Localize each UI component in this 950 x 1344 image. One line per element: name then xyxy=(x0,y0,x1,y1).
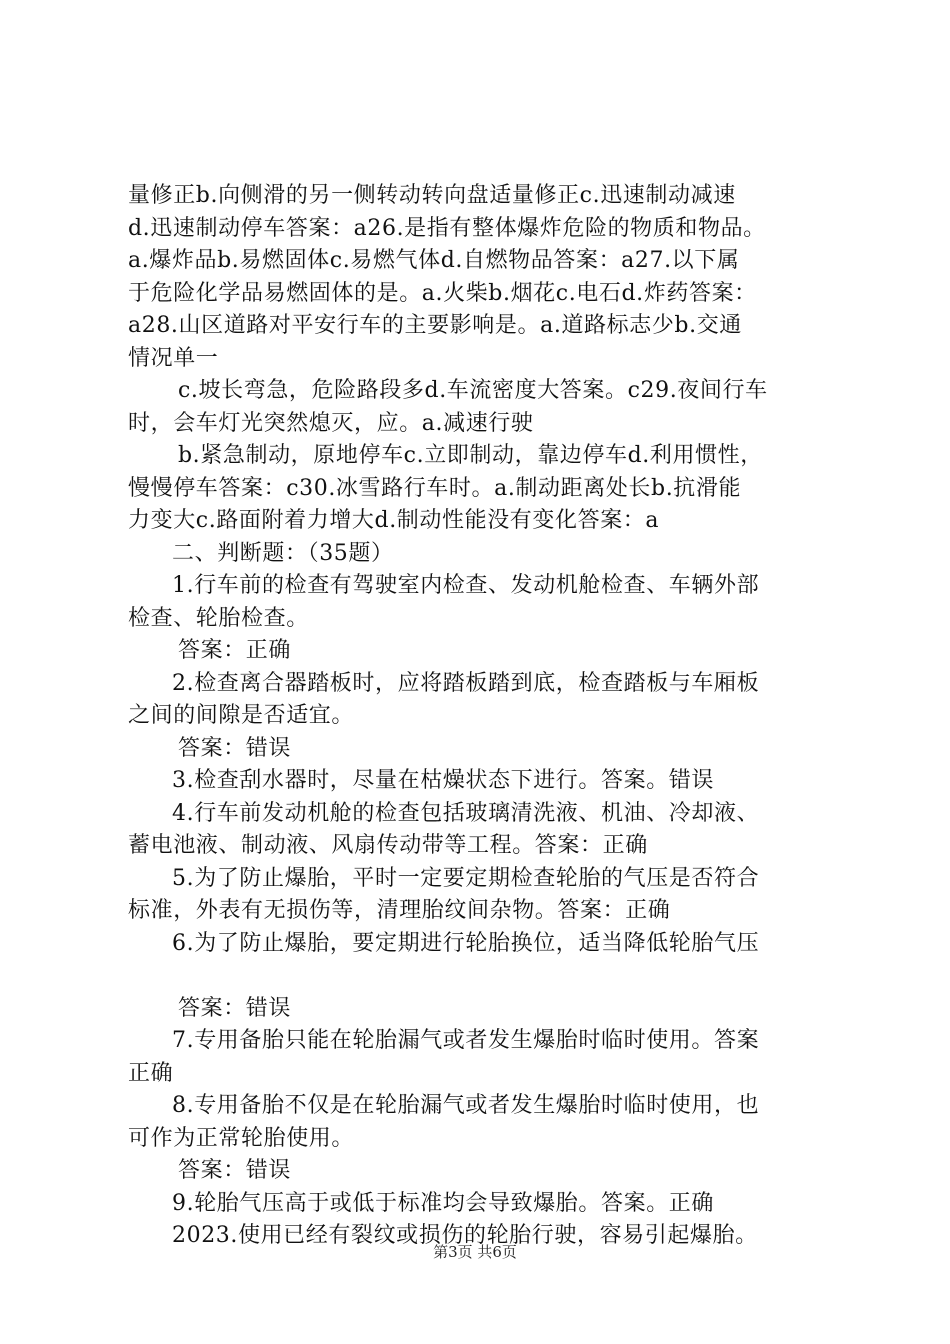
text-line: c.坡长弯急，危险路段多d.车流密度大答案。c29.夜间行车 xyxy=(178,378,768,403)
question-line: 2.检查离合器踏板时，应将踏板踏到底，检查踏板与车厢板 xyxy=(172,670,760,696)
question-line: 7.专用备胎只能在轮胎漏气或者发生爆胎时临时使用。答案 xyxy=(172,1028,760,1053)
text-line: 量修正b.向侧滑的另一侧转动转向盘适量修正c.迅速制动减速 xyxy=(128,183,736,208)
text-line: b.紧急制动，原地停车c.立即制动，靠边停车d.利用惯性， xyxy=(178,443,763,468)
question-line: 标准，外表有无损伤等，清理胎纹间杂物。答案：正确 xyxy=(128,898,671,923)
question-line: 蓄电池液、制动液、风扇传动带等工程。答案：正确 xyxy=(128,833,648,858)
question-line: 8.专用备胎不仅是在轮胎漏气或者发生爆胎时临时使用，也 xyxy=(172,1093,760,1118)
text-line: 情况单一 xyxy=(128,345,219,371)
text-line: 时，会车灯光突然熄灭，应。a.减速行驶 xyxy=(128,410,534,436)
section-heading: 二、判断题：（35题） xyxy=(172,540,394,566)
answer-line: 答案：错误 xyxy=(178,1158,292,1183)
text-line: a.爆炸品b.易燃固体c.易燃气体d.自燃物品答案：a27.以下属 xyxy=(128,248,740,273)
document-body xyxy=(128,180,833,1253)
question-line: 2023.使用已经有裂纹或损伤的轮胎行驶，容易引起爆胎。 xyxy=(172,1223,758,1248)
question-line: 6.为了防止爆胎，要定期进行轮胎换位，适当降低轮胎气压 xyxy=(172,930,760,956)
question-line: 3.检查刮水器时，尽量在枯燥状态下进行。答案。错误 xyxy=(172,768,714,793)
question-line: 4.行车前发动机舱的检查包括玻璃清洗液、机油、冷却液、 xyxy=(172,800,760,826)
page-footer: 第3页 共6页 xyxy=(433,1243,517,1261)
question-line: 9.轮胎气压高于或低于标准均会导致爆胎。答案。正确 xyxy=(172,1190,714,1216)
text-line: 于危险化学品易燃固体的是。a.火柴b.烟花c.电石d.炸药答案： xyxy=(128,280,757,306)
question-line: 检查、轮胎检查。 xyxy=(128,605,309,631)
question-line: 5.为了防止爆胎，平时一定要定期检查轮胎的气压是否符合 xyxy=(172,865,760,891)
text-line: d.迅速制动停车答案：a26.是指有整体爆炸危险的物质和物品。 xyxy=(128,215,766,241)
blank-gap xyxy=(128,960,833,993)
text-line: a28.山区道路对平安行车的主要影响是。a.道路标志少b.交通 xyxy=(128,313,742,338)
question-line: 之间的间隙是否适宜。 xyxy=(128,703,355,728)
answer-line: 答案：错误 xyxy=(178,995,292,1021)
question-line: 正确 xyxy=(128,1060,174,1086)
answer-line: 答案：错误 xyxy=(178,735,292,761)
text-line: 力变大c.路面附着力增大d.制动性能没有变化答案：a xyxy=(128,508,660,533)
answer-line: 答案：正确 xyxy=(178,638,292,663)
question-line: 1.行车前的检查有驾驶室内检查、发动机舱检查、车辆外部 xyxy=(172,573,760,598)
text-line: 慢慢停车答案：c30.冰雪路行车时。a.制动距离处长b.抗滑能 xyxy=(128,475,742,501)
question-line: 可作为正常轮胎使用。 xyxy=(128,1125,355,1151)
